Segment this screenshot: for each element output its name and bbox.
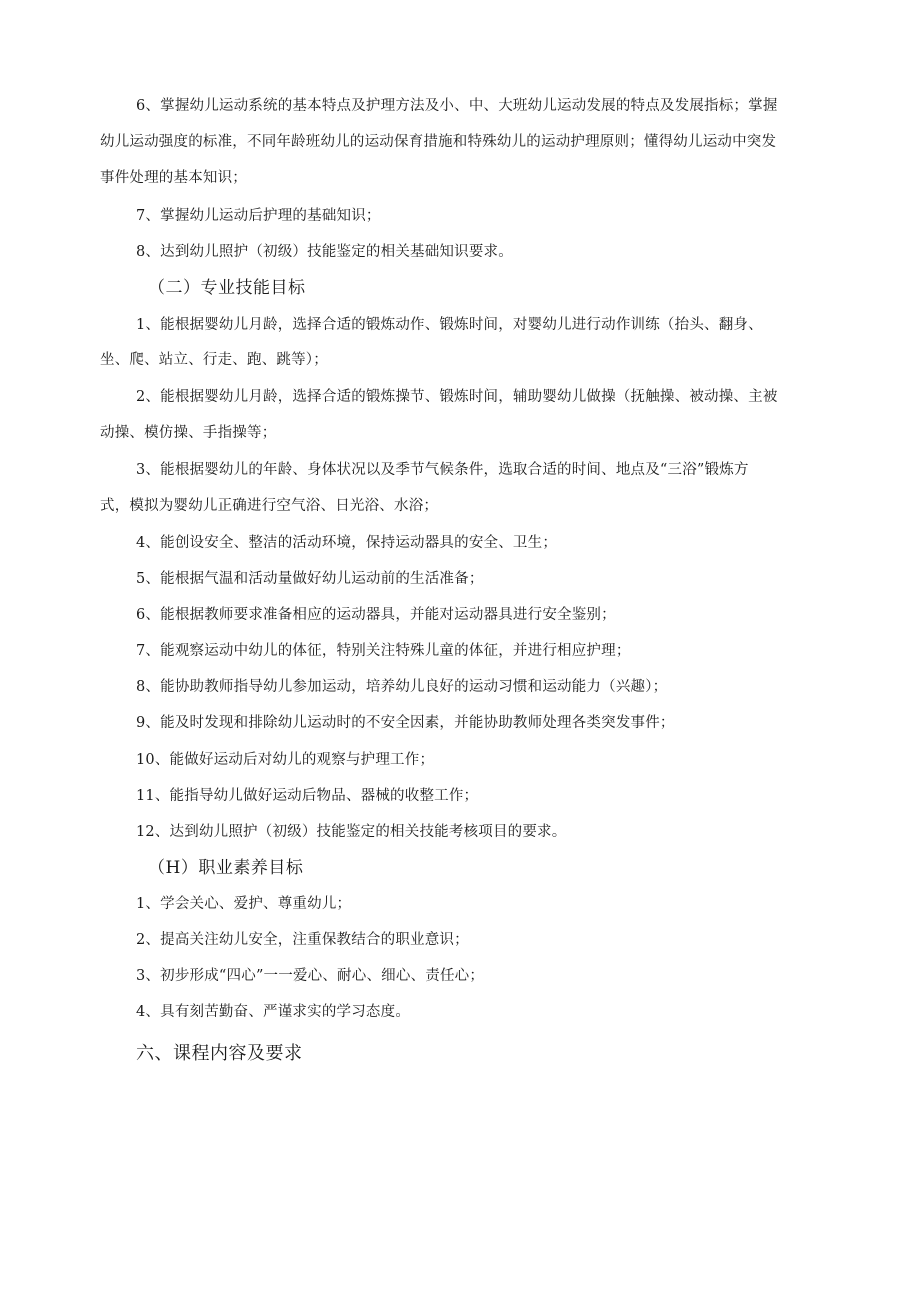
skills-item-8: 8、能协助教师指导幼儿参加运动，培养幼儿良好的运动习惯和运动能力（兴趣）； [136,679,668,695]
skills-item-1-line2: 坐、爬、站立、行走、跑、跳等）； [100,352,328,368]
skills-item-1-line1: 1、能根据婴幼儿月龄，选择合适的锻炼动作、锻炼时间，对婴幼儿进行动作训练（抬头、翻身、 [136,317,763,333]
skills-item-9: 9、能及时发现和排除幼儿运动时的不安全因素，并能协助教师处理各类突发事件； [136,715,675,731]
skills-item-6: 6、能根据教师要求准备相应的运动器具，并能对运动器具进行安全鉴别； [136,607,616,623]
skills-item-2-line1: 2、能根据婴幼儿月龄，选择合适的锻炼操节、锻炼时间，辅助婴幼儿做操（抚触操、被动操、主被 [136,389,778,405]
skills-item-2-line2: 动操、模仿操、手指操等； [100,425,277,441]
skills-item-7: 7、能观察运动中幼儿的体征，特别关注特殊儿童的体征，并进行相应护理； [136,643,631,659]
knowledge-item-6-line1: 6、掌握幼儿运动系统的基本特点及护理方法及小、中、大班幼儿运动发展的特点及发展指标；掌握 [136,98,778,114]
knowledge-item-8: 8、达到幼儿照护（初级）技能鉴定的相关基础知识要求。 [136,244,513,260]
skills-item-5: 5、能根据气温和活动量做好幼儿运动前的生活准备； [136,571,484,587]
skills-item-11: 11、能指导幼儿做好运动后物品、器械的收整工作； [136,788,479,804]
skills-item-10: 10、能做好运动后对幼儿的观察与护理工作； [136,752,435,768]
quality-item-3: 3、初步形成“四心”一一爱心、耐心、细心、责任心； [136,968,485,984]
skills-item-3-line1: 3、能根据婴幼儿的年龄、身体状况以及季节气候条件，选取合适的时间、地点及“三浴”锻炼方 [136,462,749,478]
knowledge-item-6-line2: 幼儿运动强度的标准，不同年龄班幼儿的运动保育措施和特殊幼儿的运动护理原则；懂得幼儿运动中突发 [100,134,777,150]
quality-item-1: 1、学会关心、爱护、尊重幼儿； [136,896,352,912]
section-title: 六、课程内容及要求 [136,1043,303,1064]
skills-heading: （二）专业技能目标 [148,278,306,298]
skills-item-12: 12、达到幼儿照护（初级）技能鉴定的相关技能考核项目的要求。 [136,824,567,840]
knowledge-item-6-line3: 事件处理的基本知识； [100,170,247,186]
quality-item-2: 2、提高关注幼儿安全，注重保教结合的职业意识； [136,932,469,948]
quality-heading: （H）职业素养目标 [148,858,304,878]
skills-item-3-line2: 式，模拟为婴幼儿正确进行空气浴、日光浴、水浴； [100,498,439,514]
quality-item-4: 4、具有刻苦勤奋、严谨求实的学习态度。 [136,1004,411,1020]
knowledge-item-7: 7、掌握幼儿运动后护理的基础知识； [136,208,381,224]
skills-item-4: 4、能创设安全、整洁的活动环境，保持运动器具的安全、卫生； [136,535,558,551]
